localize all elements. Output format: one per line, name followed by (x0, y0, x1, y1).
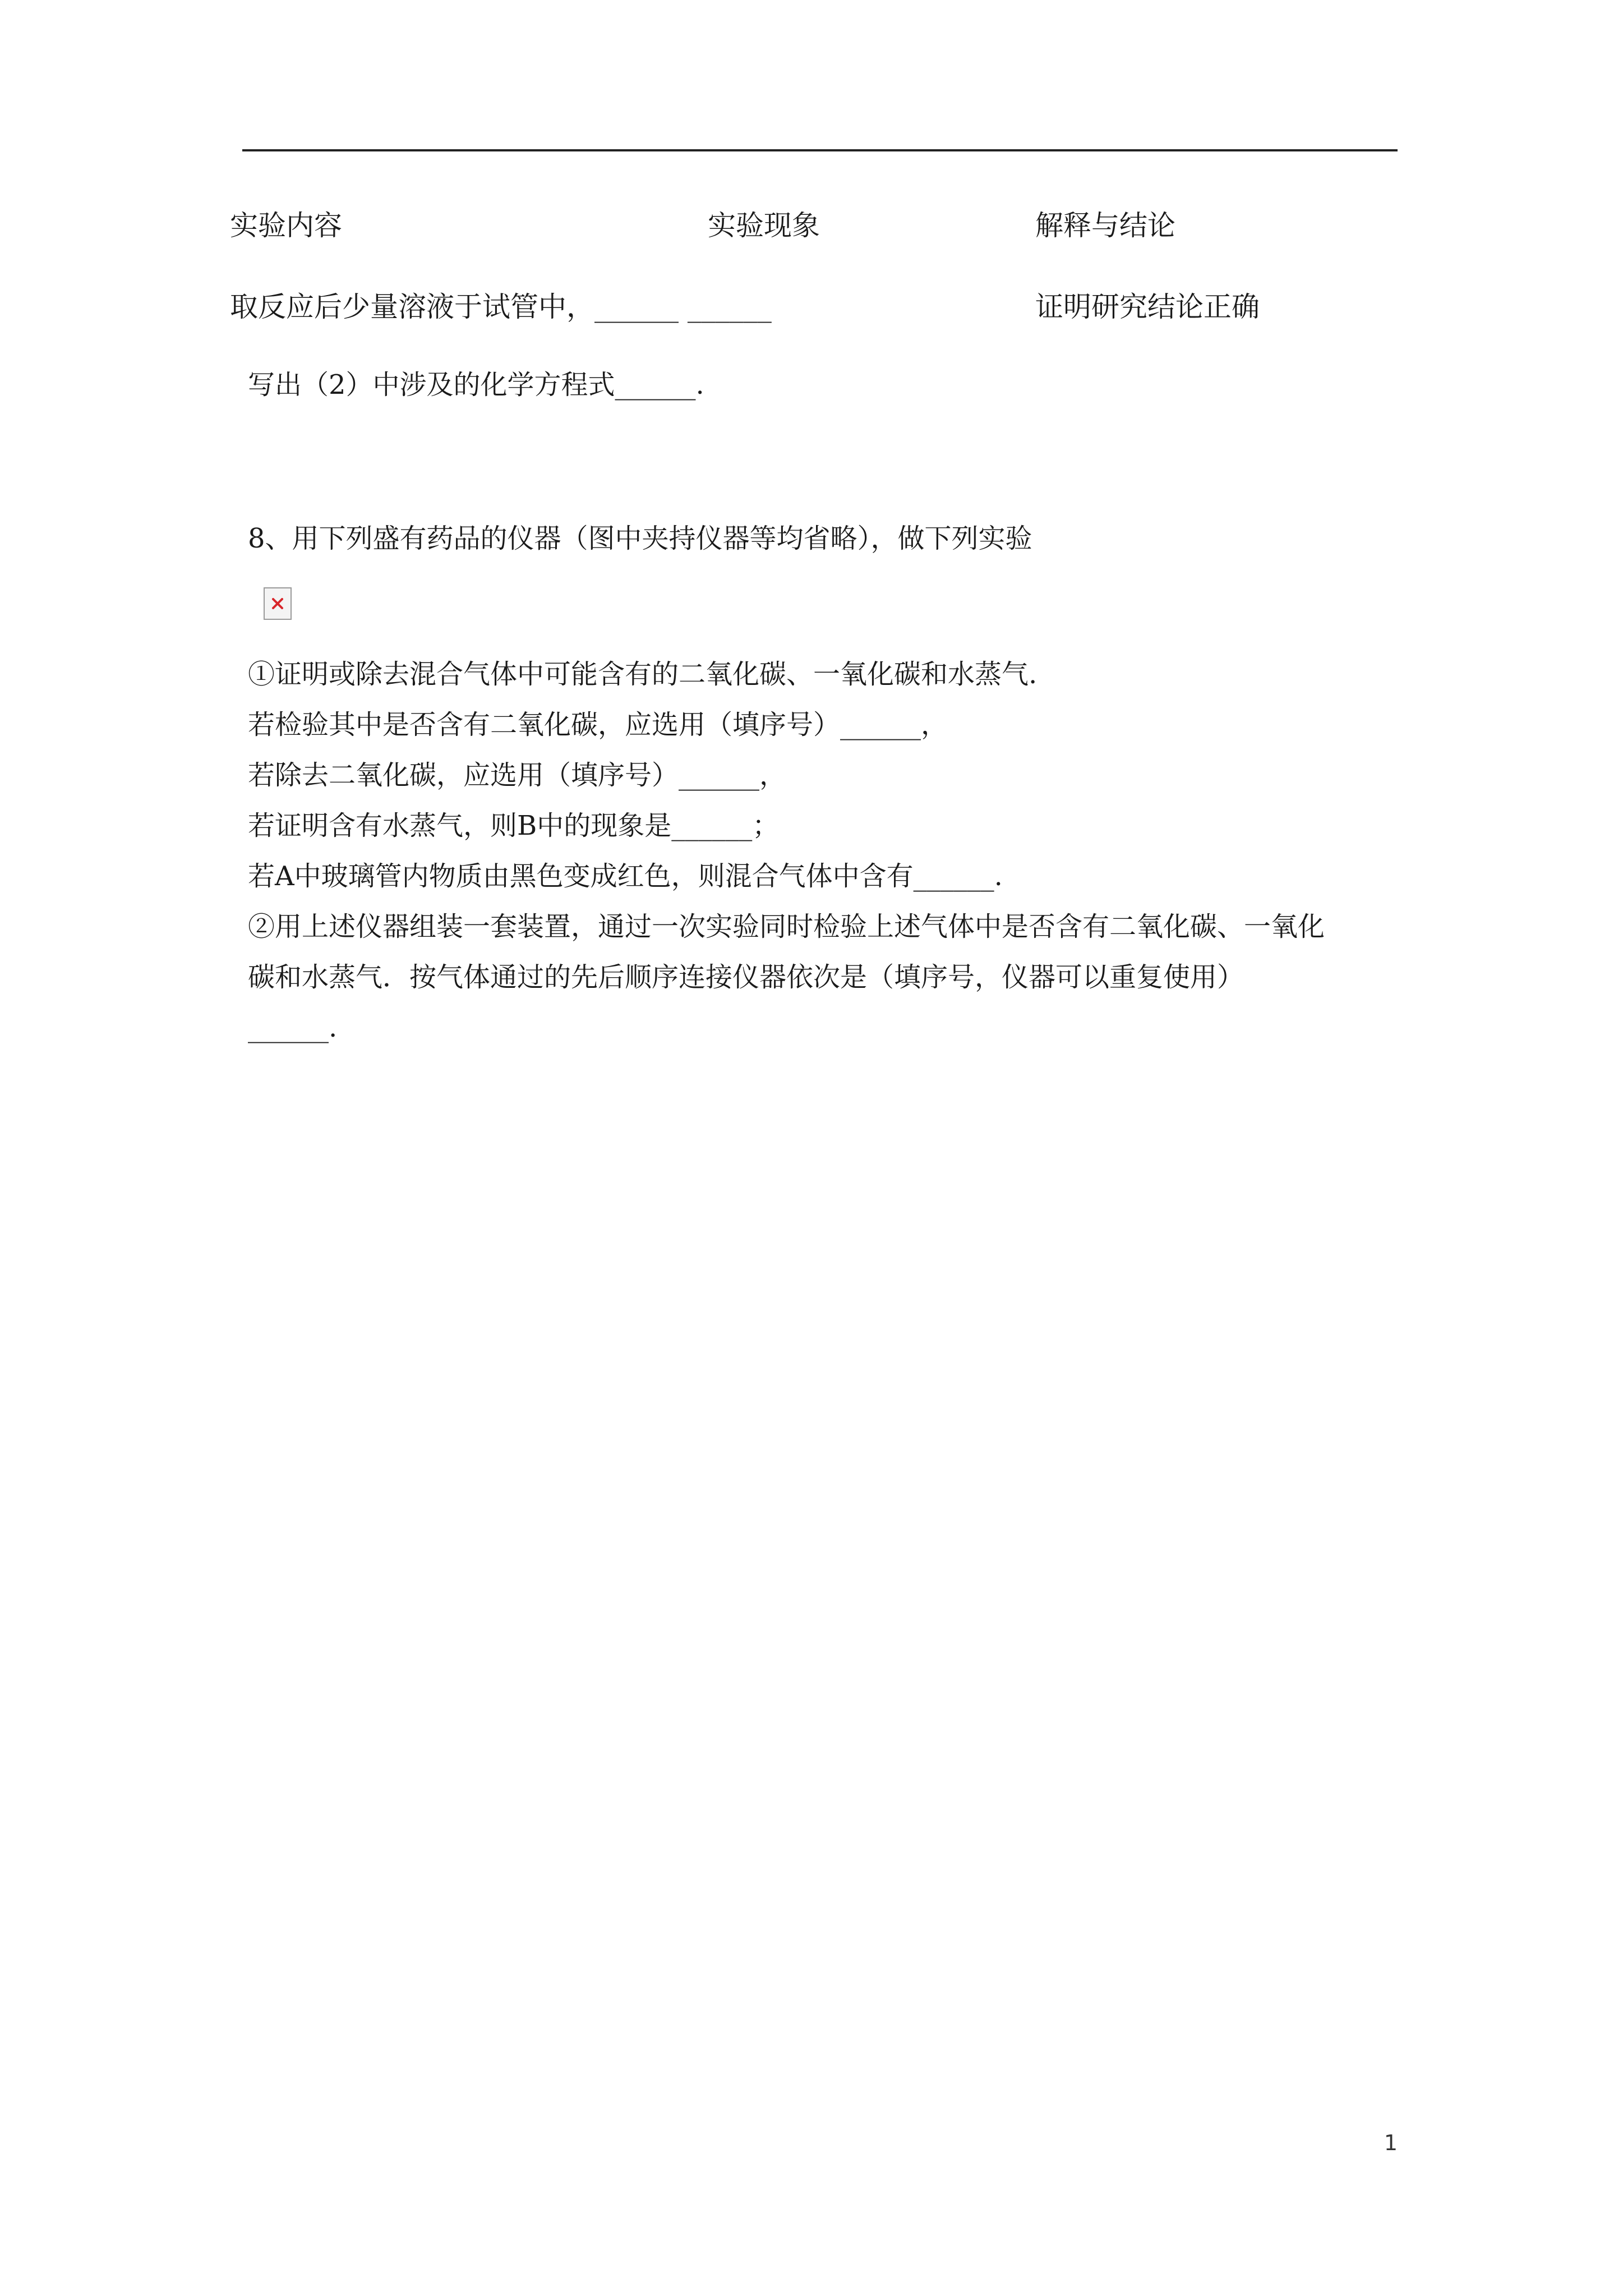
table-cell-content: 取反应后少量溶液于试管中，______ ______ (230, 291, 772, 323)
table-header-phenomenon: 实验现象 (708, 209, 820, 242)
part2-line-3: ______. (248, 1012, 338, 1043)
page-number: 1 (1384, 2131, 1398, 2155)
part1-co2-test: 若检验其中是否含有二氧化碳，应选用（填序号）______， (248, 709, 948, 740)
part2-line-1: ②用上述仪器组装一套装置，通过一次实验同时检验上述气体中是否含有二氧化碳、一氧化 (248, 911, 1325, 942)
table-header-content: 实验内容 (230, 209, 342, 242)
broken-image-icon (264, 587, 292, 620)
part2-line-2: 碳和水蒸气．按气体通过的先后顺序连接仪器依次是（填序号，仪器可以重复使用） (248, 961, 1244, 993)
table-header-conclusion: 解释与结论 (1035, 209, 1175, 242)
header-rule (242, 149, 1398, 151)
part1-water-vapor: 若证明含有水蒸气，则B中的现象是______； (248, 810, 780, 841)
part1-intro: ①证明或除去混合气体中可能含有的二氧化碳、一氧化碳和水蒸气. (248, 659, 1038, 690)
part1-co2-remove: 若除去二氧化碳，应选用（填序号）______， (248, 760, 787, 791)
equation-prompt: 写出（2）中涉及的化学方程式______. (248, 369, 704, 401)
part1-glass-tube: 若A中玻璃管内物质由黑色变成红色，则混合气体中含有______. (248, 861, 1003, 892)
question-8-title: 8、用下列盛有药品的仪器（图中夹持仪器等均省略），做下列实验 (248, 523, 1032, 554)
table-header-row (0, 203, 1623, 248)
table-row (0, 284, 1623, 329)
table-cell-conclusion: 证明研究结论正确 (1035, 291, 1260, 323)
